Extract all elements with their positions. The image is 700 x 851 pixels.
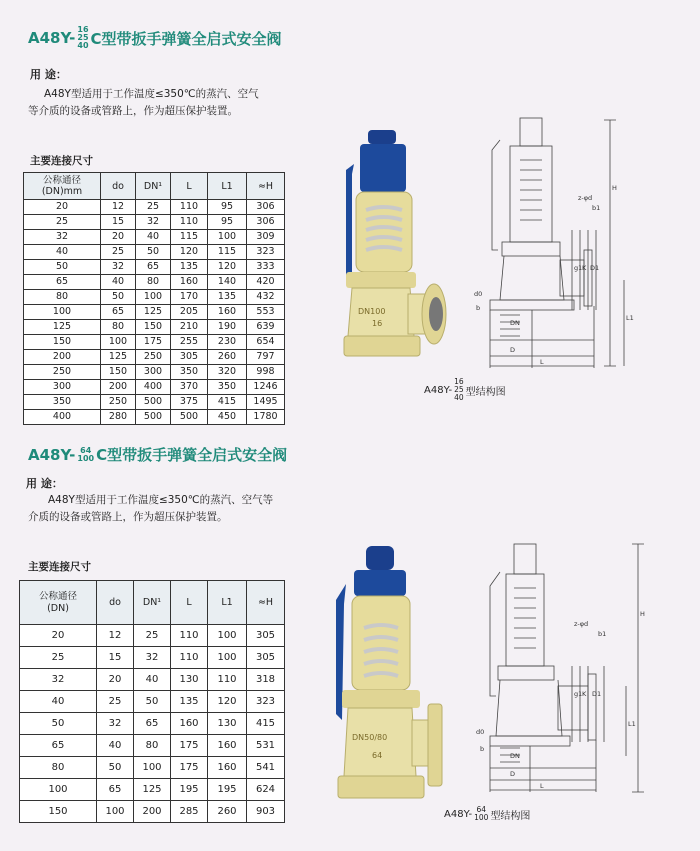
dim-label-l: L (540, 358, 544, 366)
table-header-row (20, 581, 285, 625)
table-cell: 323 (247, 691, 285, 713)
table-cell: 1246 (247, 380, 285, 395)
table-cell: 639 (247, 320, 285, 335)
table-cell: 190 (208, 320, 247, 335)
dim-label-b1: b1 (592, 204, 601, 212)
table-row (24, 320, 285, 335)
dim-label-d0: d0 (474, 290, 483, 298)
table-row (24, 200, 285, 215)
table-cell: 32 (136, 215, 171, 230)
dim-label-k: K (582, 264, 587, 272)
dim-label-l: L (540, 782, 544, 790)
title-fraction: 64 100 (77, 445, 95, 463)
table-cell: 370 (171, 380, 208, 395)
dim-label-h: H (612, 184, 617, 192)
dim-label-z-phi-d: z-φd (574, 620, 589, 628)
table-cell: 200 (134, 801, 171, 823)
table-cell: 125 (101, 350, 136, 365)
table-cell: 320 (208, 365, 247, 380)
col-header-do: do (97, 581, 134, 625)
table-cell: 450 (208, 410, 247, 425)
table-cell: 160 (208, 305, 247, 320)
table-cell: 280 (101, 410, 136, 425)
valve-marking-pn: 16 (372, 319, 383, 328)
table-cell: 305 (247, 625, 285, 647)
col-header-dn1: DN¹ (136, 173, 171, 200)
table-cell: 175 (171, 757, 208, 779)
table-cell: 100 (20, 779, 97, 801)
dim-label-g1: g1 (574, 690, 583, 698)
table-cell: 115 (171, 230, 208, 245)
table-cell: 15 (97, 647, 134, 669)
table-cell: 20 (97, 669, 134, 691)
table-cell: 32 (20, 669, 97, 691)
table-row (24, 350, 285, 365)
table-cell: 432 (247, 290, 285, 305)
drawing-caption-2: A48Y- 64 100 型结构图 (444, 805, 531, 822)
table-cell: 40 (24, 245, 101, 260)
table-row (20, 647, 285, 669)
table-cell: 250 (24, 365, 101, 380)
table-cell: 500 (171, 410, 208, 425)
table-row (20, 735, 285, 757)
table-cell: 110 (208, 669, 247, 691)
table-cell: 25 (134, 625, 171, 647)
table-cell: 306 (247, 200, 285, 215)
section2-title (28, 444, 287, 465)
table-row (24, 305, 285, 320)
table-cell: 175 (136, 335, 171, 350)
table-cell: 50 (134, 691, 171, 713)
table-cell: 903 (247, 801, 285, 823)
valve-base-flange (344, 336, 420, 356)
table-cell: 20 (20, 625, 97, 647)
technical-drawing-1 (460, 110, 660, 380)
table-cell: 230 (208, 335, 247, 350)
table-cell: 150 (20, 801, 97, 823)
table-cell: 125 (136, 305, 171, 320)
table-cell: 80 (134, 735, 171, 757)
table-cell: 50 (101, 290, 136, 305)
table-row (24, 395, 285, 410)
table-cell: 95 (208, 200, 247, 215)
dim-label-b: b (480, 745, 485, 753)
table-cell: 553 (247, 305, 285, 320)
table-cell: 175 (171, 735, 208, 757)
usage-text-line2: 等介质的设备或管路上，作为超压保护装置。 (28, 105, 238, 117)
valve-body (344, 708, 416, 776)
table-row (20, 779, 285, 801)
valve-flange-top (346, 272, 416, 288)
table-row (24, 335, 285, 350)
valve-photo-1 (332, 126, 452, 366)
table-cell: 1495 (247, 395, 285, 410)
table-row (20, 669, 285, 691)
valve-spring-housing (356, 192, 412, 272)
table-cell: 210 (171, 320, 208, 335)
table-cell: 998 (247, 365, 285, 380)
table-cell: 420 (247, 275, 285, 290)
table-cell: 65 (134, 713, 171, 735)
table-cell: 350 (24, 395, 101, 410)
table-cell: 150 (101, 365, 136, 380)
table-cell: 285 (171, 801, 208, 823)
valve-flange-top (342, 690, 420, 708)
table-row (24, 410, 285, 425)
usage-label: 用 途： (26, 477, 63, 490)
dim-label-g1: g1 (574, 264, 583, 272)
usage-text-line1: A48Y型适用于工作温度≤350℃的蒸汽、空气 (44, 88, 259, 100)
table-cell: 95 (208, 215, 247, 230)
dim-label-l1: L1 (626, 314, 634, 322)
table-cell: 65 (136, 260, 171, 275)
table-cell: 110 (171, 200, 208, 215)
col-header-l1: L1 (208, 581, 247, 625)
table-cell: 375 (171, 395, 208, 410)
table-row (24, 365, 285, 380)
table-cell: 25 (24, 215, 101, 230)
table-cell: 350 (208, 380, 247, 395)
col-header-l: L (171, 581, 208, 625)
section1-title (28, 26, 282, 50)
table-header-row (24, 173, 285, 200)
table-cell: 100 (208, 647, 247, 669)
table-cell: 100 (136, 290, 171, 305)
table-cell: 125 (24, 320, 101, 335)
table-cell: 80 (24, 290, 101, 305)
table-cell: 65 (24, 275, 101, 290)
dims-label: 主要连接尺寸 (28, 561, 91, 573)
table-cell: 50 (24, 260, 101, 275)
table-cell: 25 (136, 200, 171, 215)
table-cell: 170 (171, 290, 208, 305)
table-cell: 32 (24, 230, 101, 245)
dim-label-k: K (582, 690, 587, 698)
table-cell: 32 (134, 647, 171, 669)
table-cell: 12 (97, 625, 134, 647)
table-cell: 12 (101, 200, 136, 215)
dim-label-d: D (510, 346, 516, 354)
table-cell: 100 (97, 801, 134, 823)
table-cell: 160 (171, 713, 208, 735)
valve-marking-pn: 64 (372, 751, 383, 760)
dim-label-d0: d0 (476, 728, 485, 736)
table-row (20, 757, 285, 779)
dimensions-table-1 (23, 172, 285, 425)
table-cell: 100 (24, 305, 101, 320)
title-suffix: C型带扳手弹簧全启式安全阀 (96, 446, 288, 464)
table-cell: 100 (134, 757, 171, 779)
valve-marking-dn: DN50/80 (352, 733, 388, 742)
table-row (20, 801, 285, 823)
table-cell: 160 (208, 757, 247, 779)
table-cell: 300 (136, 365, 171, 380)
table-cell: 305 (247, 647, 285, 669)
table-cell: 1780 (247, 410, 285, 425)
table-cell: 100 (208, 625, 247, 647)
table-cell: 40 (101, 275, 136, 290)
table-cell: 80 (20, 757, 97, 779)
usage-label: 用 途： (30, 68, 67, 81)
table-cell: 32 (97, 713, 134, 735)
table-row (20, 625, 285, 647)
table-cell: 654 (247, 335, 285, 350)
valve-bonnet (360, 144, 406, 192)
table-cell: 32 (101, 260, 136, 275)
table-cell: 65 (101, 305, 136, 320)
table-cell: 250 (101, 395, 136, 410)
table-cell: 260 (208, 350, 247, 365)
table-cell: 306 (247, 215, 285, 230)
table-cell: 130 (208, 713, 247, 735)
valve-photo-2 (328, 544, 450, 806)
col-header-dn: 公称通径 (DN)mm (24, 173, 101, 200)
table-cell: 20 (101, 230, 136, 245)
table-cell: 200 (101, 380, 136, 395)
title-prefix: A48Y- (28, 29, 76, 47)
title-prefix: A48Y- (28, 445, 76, 464)
dim-label-h: H (640, 610, 645, 618)
table-cell: 160 (208, 735, 247, 757)
dim-label-d1: D1 (592, 690, 602, 698)
col-header-dn: 公称通径 (DN) (20, 581, 97, 625)
table-cell: 115 (208, 245, 247, 260)
table-cell: 200 (24, 350, 101, 365)
table-cell: 65 (20, 735, 97, 757)
table-cell: 65 (97, 779, 134, 801)
table-cell: 110 (171, 625, 208, 647)
col-header-l1: L1 (208, 173, 247, 200)
table-cell: 195 (208, 779, 247, 801)
table-cell: 110 (171, 215, 208, 230)
table-cell: 309 (247, 230, 285, 245)
table-cell: 120 (208, 260, 247, 275)
table-cell: 25 (101, 245, 136, 260)
table-cell: 130 (171, 669, 208, 691)
dim-label-d: D (510, 770, 516, 778)
table-cell: 120 (208, 691, 247, 713)
table-cell: 305 (171, 350, 208, 365)
table-row (24, 215, 285, 230)
table-cell: 300 (24, 380, 101, 395)
table-cell: 541 (247, 757, 285, 779)
table-row (24, 260, 285, 275)
table-cell: 255 (171, 335, 208, 350)
usage-text-line2: 介质的设备或管路上，作为超压保护装置。 (28, 511, 228, 523)
table-cell: 135 (208, 290, 247, 305)
table-cell: 25 (20, 647, 97, 669)
table-cell: 50 (20, 713, 97, 735)
table-cell: 100 (208, 230, 247, 245)
col-header-h: ≈H (247, 173, 285, 200)
table-cell: 415 (247, 713, 285, 735)
valve-bonnet (354, 570, 406, 596)
dim-label-l1: L1 (628, 720, 636, 728)
title-fraction: 16 25 40 (77, 25, 89, 50)
table-cell: 140 (208, 275, 247, 290)
table-cell: 40 (97, 735, 134, 757)
usage-text-line1: A48Y型适用于工作温度≤350℃的蒸汽、空气等 (48, 494, 274, 506)
table-cell: 205 (171, 305, 208, 320)
table-cell: 350 (171, 365, 208, 380)
table-row (24, 245, 285, 260)
table-row (24, 380, 285, 395)
valve-outlet-bore (429, 297, 443, 331)
table-cell: 797 (247, 350, 285, 365)
col-header-dn1: DN¹ (134, 581, 171, 625)
drawing-caption-1: A48Y- 16 25 40 型结构图 (424, 377, 506, 402)
valve-marking-dn: DN100 (358, 307, 386, 316)
dimensions-table-2 (19, 580, 285, 823)
table-cell: 25 (97, 691, 134, 713)
col-header-l: L (171, 173, 208, 200)
table-cell: 500 (136, 410, 171, 425)
technical-drawing-2 (470, 536, 670, 806)
dim-label-z-phi-d: z-φd (578, 194, 593, 202)
table-cell: 400 (24, 410, 101, 425)
valve-cap (366, 546, 394, 570)
valve-base-flange (338, 776, 424, 798)
table-cell: 150 (136, 320, 171, 335)
table-cell: 160 (171, 275, 208, 290)
dim-label-d1: D1 (590, 264, 600, 272)
table-cell: 40 (136, 230, 171, 245)
valve-lever (346, 164, 354, 276)
table-cell: 20 (24, 200, 101, 215)
valve-spring-housing (352, 596, 410, 690)
table-cell: 15 (101, 215, 136, 230)
table-cell: 400 (136, 380, 171, 395)
table-cell: 624 (247, 779, 285, 801)
table-cell: 323 (247, 245, 285, 260)
table-cell: 531 (247, 735, 285, 757)
valve-outlet-flange (428, 704, 442, 786)
table-cell: 260 (208, 801, 247, 823)
table-row (20, 713, 285, 735)
table-cell: 135 (171, 691, 208, 713)
table-row (24, 275, 285, 290)
col-header-do: do (101, 173, 136, 200)
table-cell: 100 (101, 335, 136, 350)
table-cell: 80 (101, 320, 136, 335)
table-row (24, 290, 285, 305)
table-cell: 150 (24, 335, 101, 350)
table-cell: 110 (171, 647, 208, 669)
dim-label-dn: DN (510, 752, 520, 760)
table-cell: 50 (97, 757, 134, 779)
table-cell: 50 (136, 245, 171, 260)
table-row (20, 691, 285, 713)
dims-label: 主要连接尺寸 (30, 155, 93, 167)
dim-label-dn: DN (510, 319, 520, 327)
table-cell: 125 (134, 779, 171, 801)
table-cell: 40 (20, 691, 97, 713)
table-cell: 135 (171, 260, 208, 275)
table-cell: 195 (171, 779, 208, 801)
table-cell: 333 (247, 260, 285, 275)
table-cell: 250 (136, 350, 171, 365)
table-cell: 415 (208, 395, 247, 410)
table-cell: 318 (247, 669, 285, 691)
table-cell: 40 (134, 669, 171, 691)
title-suffix: C型带扳手弹簧全启式安全阀 (90, 29, 282, 48)
table-cell: 80 (136, 275, 171, 290)
col-header-h: ≈H (247, 581, 285, 625)
valve-outlet (412, 720, 430, 766)
table-cell: 500 (136, 395, 171, 410)
dim-label-b: b (476, 304, 481, 312)
valve-cap (368, 130, 396, 144)
table-row (24, 230, 285, 245)
dim-label-b1: b1 (598, 630, 607, 638)
table-cell: 120 (171, 245, 208, 260)
